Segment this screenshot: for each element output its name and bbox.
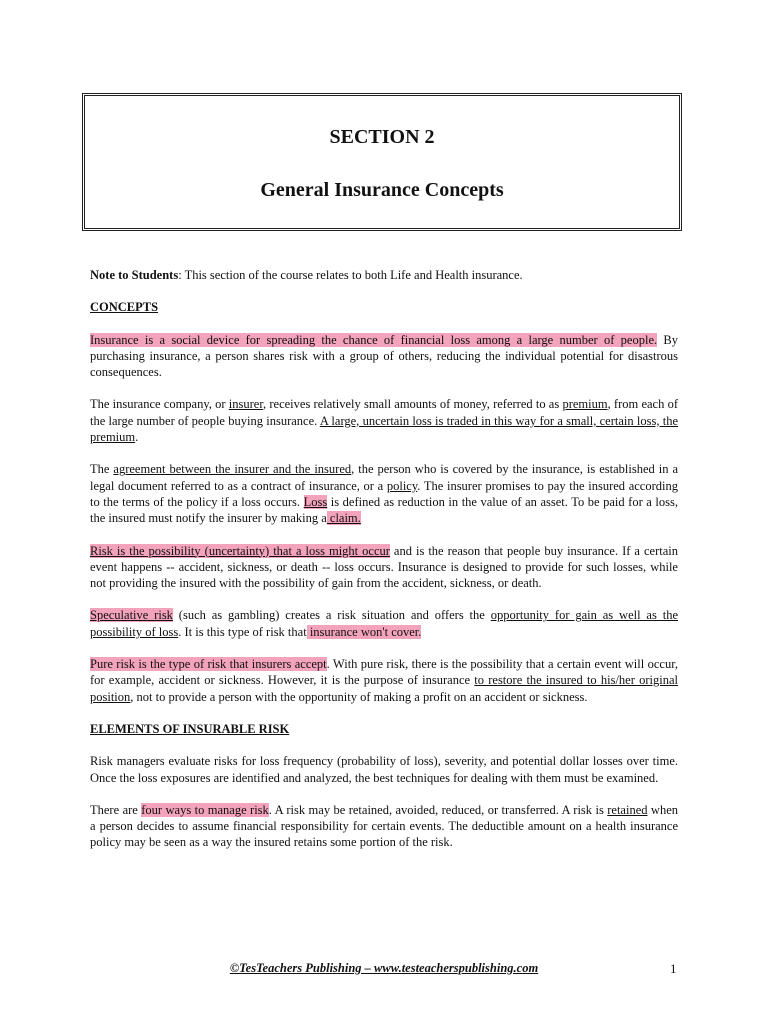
section-title: General Insurance Concepts <box>260 179 504 201</box>
concepts-paragraph-4: Risk is the possibility (uncertainty) that a loss might occur and is the reason that people buy insurance. If a certain event happens -- accident, sickness, or death -- loss occurs. Insurance is designed to provide for such losses, while not providing the insured with the possibility of gain from the accident, sickness, or death. <box>90 543 678 591</box>
elements-paragraph-1: Risk managers evaluate risks for loss frequency (probability of loss), severity, and potential dollar losses over time. Once the loss exposures are identified and analyzed, the best techniques for dealing with them must be examined. <box>90 754 678 785</box>
section-title-box <box>82 93 682 231</box>
highlight: Insurance is a social device for spreading the chance of financial loss among a large number of people. <box>90 332 658 347</box>
document-body <box>90 267 678 851</box>
concepts-paragraph-2: The insurance company, or insurer, receives relatively small amounts of money, referred to as premium, from each of the large number of people buying insurance. A large, uncertain loss is traded in this way for a small, certain loss, the premium. <box>90 397 679 445</box>
elements-paragraph-2: There are four ways to manage risk. A risk may be retained, avoided, reduced, or transferred. A risk is retained when a person decides to assume financial responsibility for certain events. The deductible amount on a health insurance policy may be seen as a way the insured retains some portion of the risk. <box>90 802 678 850</box>
highlight: Risk is the possibility (uncertainty) that a loss might occur <box>90 543 390 558</box>
section-number: SECTION 2 <box>329 126 435 148</box>
concepts-heading: CONCEPTS <box>90 300 159 315</box>
note-to-students: Note to Students: This section of the course relates to both Life and Health insurance. <box>90 268 523 282</box>
concepts-paragraph-6: Pure risk is the type of risk that insurers accept. With pure risk, there is the possibility that a certain event will occur, for example, accident or sickness. However, it is the purpose of insurance to restore the insured to his/her original position, not to provide a person with the opportunity of making a profit on an accident or sickness. <box>90 657 678 704</box>
highlight: four ways to manage risk <box>141 802 269 817</box>
concepts-paragraph-5: Speculative risk (such as gambling) creates a risk situation and offers the opportunity for gain as well as the possibility of loss. It is this type of risk that insurance won't cover. <box>90 608 678 639</box>
concepts-paragraph-1: Insurance is a social device for spreading the chance of financial loss among a large number of people. By purchasing insurance, a person shares risk with a group of others, reducing the individual potential for disastrous consequences. <box>90 332 678 380</box>
concepts-paragraph-3: The agreement between the insurer and the insured, the person who is covered by the insurance, is established in a legal document referred to as a contract of insurance, or a policy. The insurer promises to pay the insured according to the terms of the policy if a loss occurs. Loss is defined as reduction in the value of an asset. To be paid for a loss, the insured must notify the insurer by making a claim. <box>90 462 679 526</box>
elements-heading: ELEMENTS OF INSURABLE RISK <box>90 721 290 736</box>
page-number: 1 <box>670 961 677 976</box>
highlight: insurance won't cover. <box>306 624 422 639</box>
note-label: Note to Students <box>90 268 179 282</box>
highlight: Loss <box>303 494 328 509</box>
footer-copyright: ©TesTeachers Publishing – www.testeacherspublishing.com <box>229 961 539 975</box>
highlight: Speculative risk <box>90 608 173 623</box>
highlight: claim. <box>326 511 361 526</box>
highlight: Pure risk is the type of risk that insurers accept <box>90 657 327 672</box>
